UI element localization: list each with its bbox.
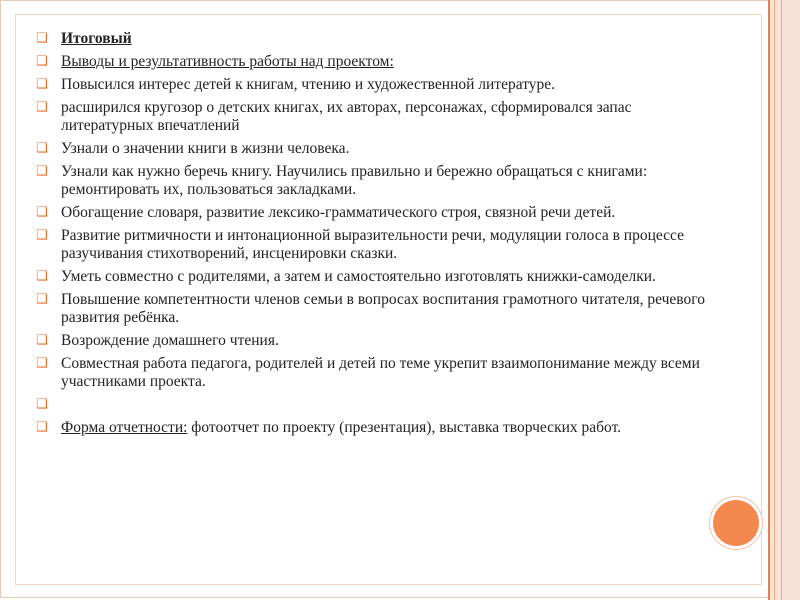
list-item-text: Повышение компетентности членов семьи в вопросах воспитания грамотного читателя, речевого развития ребёнка.: [61, 291, 717, 326]
list-item-text: Возрождение домашнего чтения.: [61, 332, 279, 349]
list-item: [36, 99, 716, 135]
list-item: [36, 76, 716, 94]
list-item-text: Развитие ритмичности и интонационной выразительности речи, модуляции голоса в процессе разучивания стихотворений, инсценировки сказки.: [61, 227, 684, 262]
bullet-icon: ❑: [36, 292, 48, 307]
bullet-icon: ❑: [36, 54, 48, 69]
slide-title: Итоговый: [61, 30, 132, 47]
report-form-label: Форма отчетности:: [61, 419, 188, 436]
list-item-text: Обогащение словаря, развитие лексико-грамматического строя, связной речи детей.: [61, 204, 616, 221]
list-item: [36, 30, 716, 48]
bullet-icon: ❑: [36, 77, 48, 92]
section-heading: Выводы и результативность работы над проектом:: [61, 53, 394, 70]
list-item: [36, 163, 716, 199]
list-item-text: Узнали о значении книги в жизни человека.: [61, 140, 350, 157]
bullet-icon: ❑: [36, 164, 48, 179]
bullet-icon: ❑: [36, 269, 48, 284]
list-item: [36, 227, 716, 263]
slide-content: [36, 30, 716, 442]
list-item-text: Узнали как нужно беречь книгу. Научились правильно и бережно обращаться с книгами: ремонтировать их, пользоваться закладками.: [61, 163, 648, 198]
decorative-line: [768, 0, 770, 600]
list-item-text: Повысился интерес детей к книгам, чтению и художественной литературе.: [61, 76, 556, 93]
list-item: [36, 204, 716, 222]
decorative-circle: [713, 500, 759, 546]
bullet-icon: ❑: [36, 228, 48, 243]
decorative-line: [781, 0, 782, 600]
bullet-icon: ❑: [36, 31, 48, 46]
list-item: [36, 140, 716, 158]
list-item-text: Уметь совместно с родителями, а затем и самостоятельно изготовлять книжки-самоделки.: [61, 268, 656, 285]
list-item: [36, 355, 716, 391]
bullet-icon: ❑: [36, 356, 48, 371]
bullet-icon: ❑: [36, 420, 48, 435]
bullet-icon: ❑: [36, 141, 48, 156]
list-item-text: фотоотчет по проекту (презентация), выставка творческих работ.: [187, 419, 622, 436]
list-item: [36, 268, 716, 286]
decorative-line: [774, 0, 775, 600]
bullet-icon: ❑: [36, 397, 48, 412]
list-item-text: расширился кругозор о детских книгах, их авторах, персонажах, сформировался запас литературных впечатлений: [61, 99, 632, 134]
list-item: [36, 53, 716, 71]
list-item: [36, 291, 716, 327]
list-item-text: Совместная работа педагога, родителей и детей по теме укрепит взаимопонимание между всеми участниками проекта.: [61, 355, 700, 390]
list-item: [36, 396, 716, 414]
list-item: [36, 419, 716, 437]
list-item: [36, 332, 716, 350]
bullet-icon: ❑: [36, 100, 48, 115]
bullet-icon: ❑: [36, 205, 48, 220]
bullet-icon: ❑: [36, 333, 48, 348]
